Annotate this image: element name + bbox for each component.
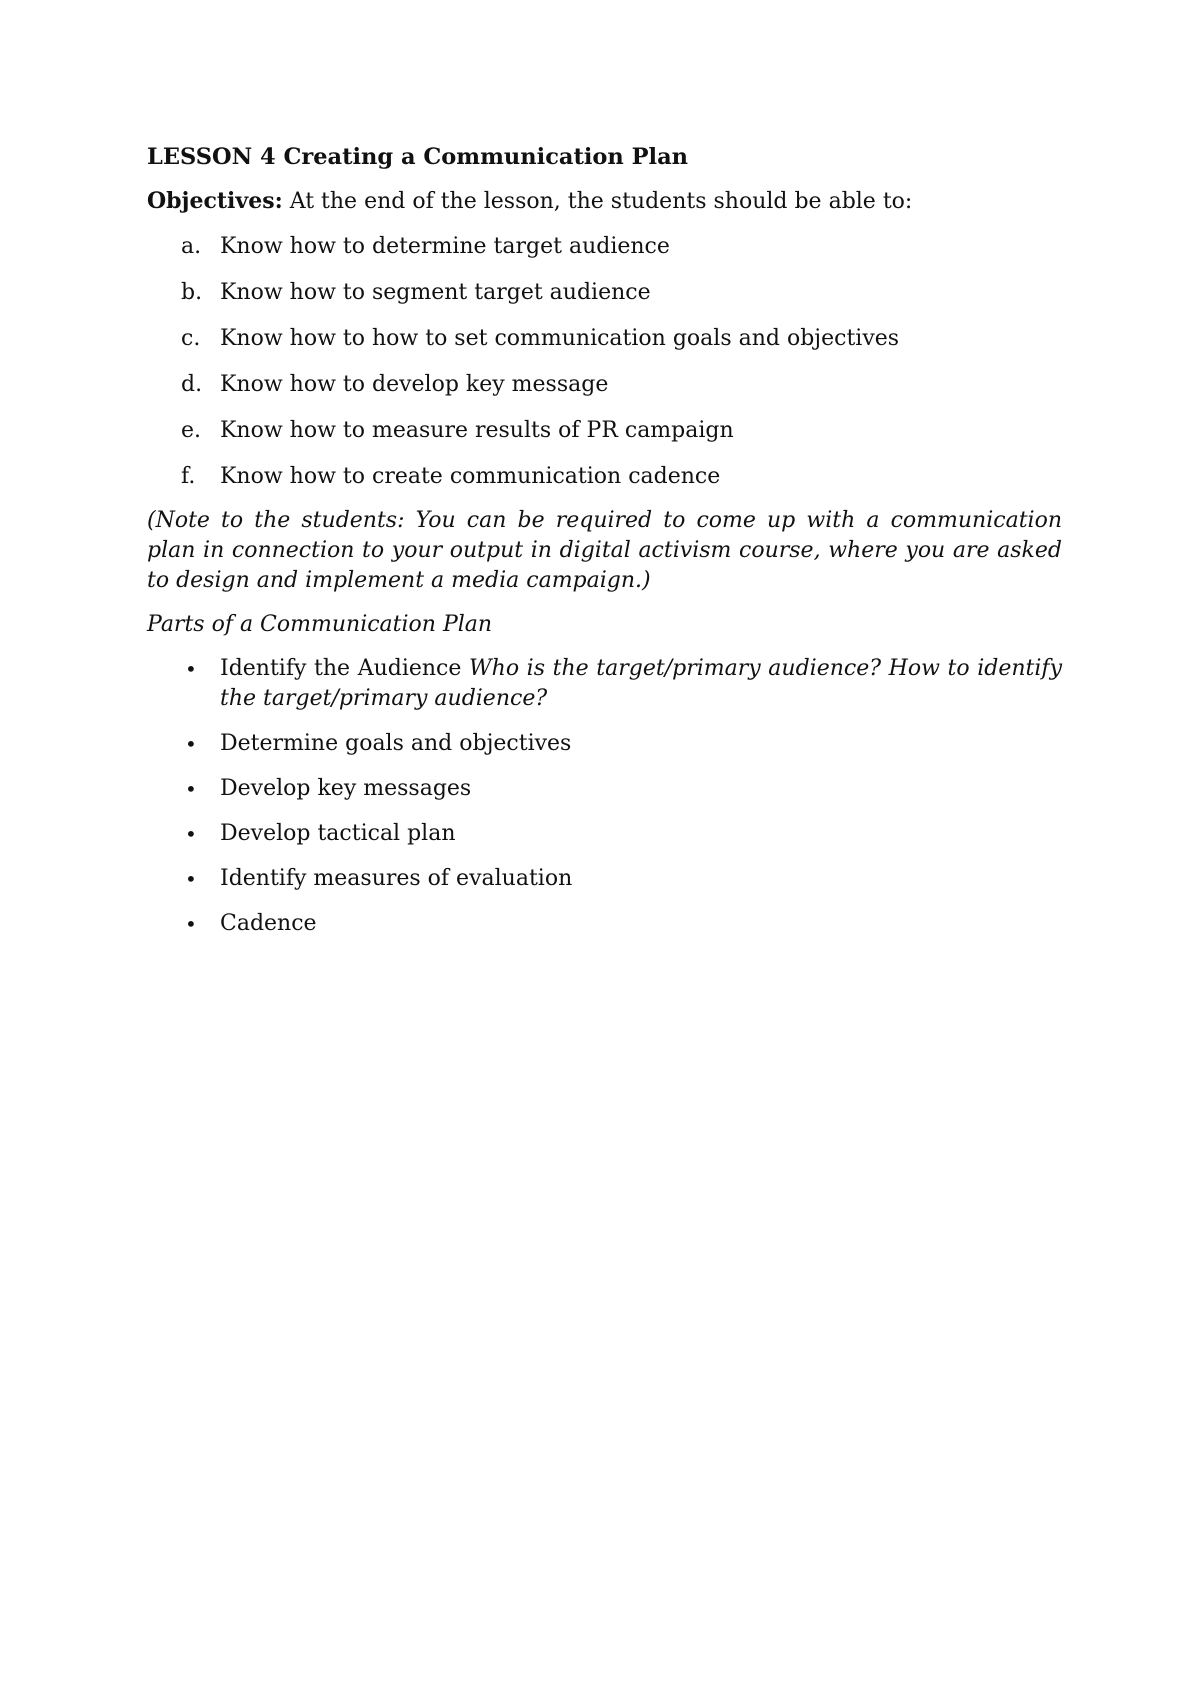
list-item-text: Know how to create communication cadence	[220, 464, 721, 489]
list-item	[147, 774, 1062, 804]
list-item	[147, 864, 1062, 894]
list-item-text: Know how to segment target audience	[220, 280, 651, 305]
list-item-text: Determine goals and objectives	[220, 731, 572, 756]
objectives-intro: At the end of the lesson, the students should be able to:	[282, 189, 913, 214]
list-item	[147, 819, 1062, 849]
list-item	[147, 654, 1062, 714]
bullet-marker: •	[185, 822, 197, 846]
list-item	[147, 324, 1062, 354]
list-item-text: Develop tactical plan	[220, 821, 456, 846]
list-marker: e.	[181, 418, 202, 443]
bullet-marker: •	[185, 912, 197, 936]
bullet-marker: •	[185, 732, 197, 756]
list-marker: a.	[181, 234, 202, 259]
list-item	[147, 370, 1062, 400]
list-item	[147, 462, 1062, 492]
list-item-text: Know how to develop key message	[220, 372, 609, 397]
note-to-students: (Note to the students: You can be required to come up with a communication plan in connection to your output in digital activism course, where you are asked to design and implement a media campaign.)	[147, 508, 1062, 593]
document-content	[147, 142, 1062, 954]
objectives-list	[147, 232, 1062, 492]
list-item-text: Identify measures of evaluation	[220, 866, 573, 891]
list-item	[147, 909, 1062, 939]
list-item	[147, 278, 1062, 308]
list-marker: f.	[181, 464, 196, 489]
objectives-line	[147, 186, 1062, 217]
list-marker: b.	[181, 280, 203, 305]
list-marker: d.	[181, 372, 203, 397]
list-item-question: Who is the target/primary audience? How to identify the target/primary audience?	[220, 656, 1063, 711]
list-item	[147, 729, 1062, 759]
bullet-marker: •	[185, 657, 197, 681]
lesson-title: LESSON 4 Creating a Communication Plan	[147, 144, 689, 170]
list-marker: c.	[181, 326, 201, 351]
list-item-text: Develop key messages	[220, 776, 472, 801]
list-item	[147, 416, 1062, 446]
list-item	[147, 232, 1062, 262]
list-item-text: Know how to measure results of PR campaign	[220, 418, 734, 443]
list-item-text: Know how to how to set communication goals and objectives	[220, 326, 900, 351]
bullet-marker: •	[185, 867, 197, 891]
list-item-text	[220, 654, 1062, 714]
list-item-text: Cadence	[220, 911, 317, 936]
parts-list	[147, 654, 1062, 939]
parts-heading: Parts of a Communication Plan	[147, 612, 493, 637]
list-item-text: Know how to determine target audience	[220, 234, 670, 259]
objectives-label: Objectives:	[147, 188, 283, 214]
list-item-main: Identify the Audience	[220, 656, 470, 681]
bullet-marker: •	[185, 777, 197, 801]
